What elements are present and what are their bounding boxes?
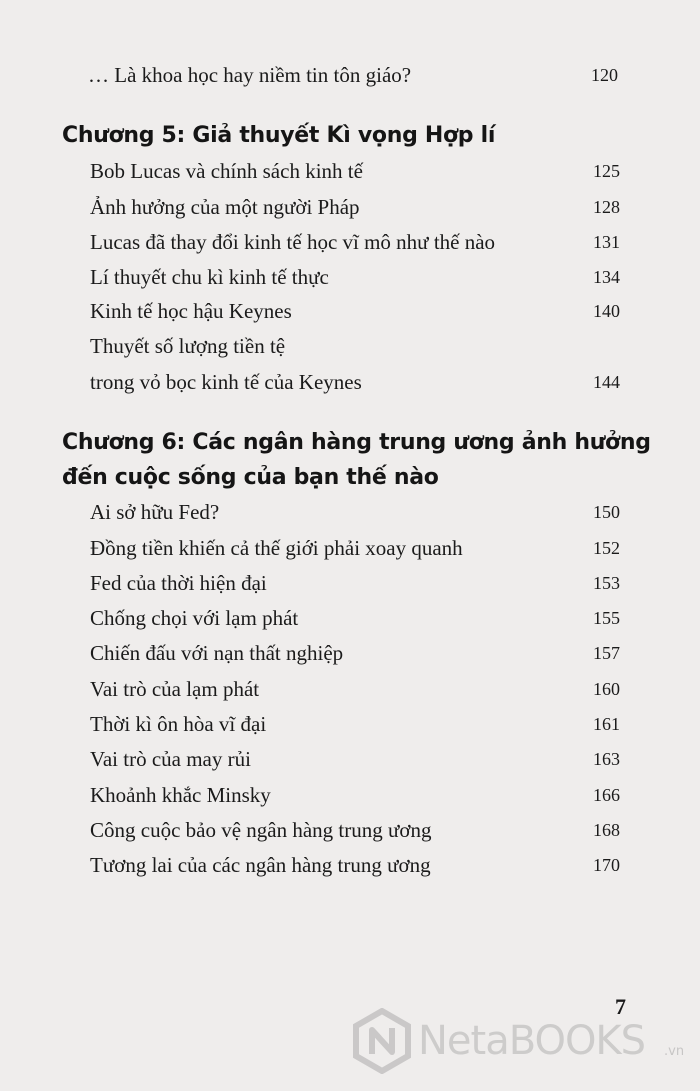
toc-entry-title: Tương lai của các ngân hàng trung ương — [90, 853, 431, 877]
toc-entry-page: 157 — [593, 643, 620, 663]
toc-entry-title: Ảnh hưởng của một người Pháp — [90, 195, 360, 219]
toc-entry-title: Thời kì ôn hòa vĩ đại — [90, 712, 267, 736]
toc-entry-page: 168 — [593, 820, 620, 840]
toc-entry-page: 125 — [593, 161, 620, 181]
watermark-text: NetaBOOKS — [418, 1018, 646, 1064]
toc-entry-title: Chiến đấu với nạn thất nghiệp — [90, 641, 344, 665]
toc-entry-page: 131 — [593, 232, 620, 252]
toc-entry-page: 155 — [593, 608, 620, 628]
toc-entry-page: 161 — [593, 714, 620, 734]
toc-entry-title: Đồng tiền khiến cả thế giới phải xoay quanh — [90, 536, 463, 560]
toc-entry-title: Thuyết số lượng tiền tệ — [90, 334, 286, 358]
toc-entry-title: Lí thuyết chu kì kinh tế thực — [90, 265, 329, 289]
toc-entry-title: Lucas đã thay đổi kinh tế học vĩ mô như thế nào — [90, 230, 496, 254]
toc-entry-title: Vai trò của may rủi — [90, 747, 251, 771]
toc-entry-page: 128 — [593, 197, 620, 217]
toc-entry-page: 150 — [593, 502, 620, 522]
toc-entry-title: Vai trò của lạm phát — [90, 677, 260, 701]
watermark-suffix: .vn — [664, 1044, 685, 1059]
toc-entry-page: 163 — [593, 749, 620, 769]
toc-entry-page: 134 — [593, 267, 620, 287]
chapter-6-heading-line1: Chương 6: Các ngân hàng trung ương ảnh hưởng — [62, 430, 651, 455]
chapter-6-heading-line2: đến cuộc sống của bạn thế nào — [62, 465, 439, 490]
toc-entry-page: 160 — [593, 679, 620, 699]
toc-entry-page: 144 — [593, 372, 620, 392]
toc-entry-title: Ai sở hữu Fed? — [90, 500, 220, 524]
toc-entry-title: trong vỏ bọc kinh tế của Keynes — [90, 370, 362, 394]
toc-entry-page: 140 — [593, 301, 620, 321]
toc-entry-page: 152 — [593, 538, 620, 558]
chapter-5-heading: Chương 5: Giả thuyết Kì vọng Hợp lí — [62, 123, 496, 148]
toc-entry-title: Fed của thời hiện đại — [90, 571, 267, 595]
page-number: 7 — [615, 994, 626, 1019]
netabooks-logo-icon — [352, 1008, 412, 1074]
toc-entry-title: Chống chọi với lạm phát — [90, 606, 299, 630]
toc-entry-title: Bob Lucas và chính sách kinh tế — [90, 159, 363, 183]
toc-entry-title: … Là khoa học hay niềm tin tôn giáo? — [88, 63, 412, 87]
toc-entry-page: 120 — [591, 65, 618, 85]
toc-entry-page: 166 — [593, 785, 620, 805]
toc-entry-page: 170 — [593, 855, 620, 875]
netabooks-watermark — [352, 1006, 685, 1076]
toc-entry-title: Kinh tế học hậu Keynes — [90, 299, 292, 323]
toc-entry-title: Công cuộc bảo vệ ngân hàng trung ương — [90, 818, 432, 842]
toc-entry-title: Khoảnh khắc Minsky — [90, 783, 271, 807]
toc-entry-page: 153 — [593, 573, 620, 593]
